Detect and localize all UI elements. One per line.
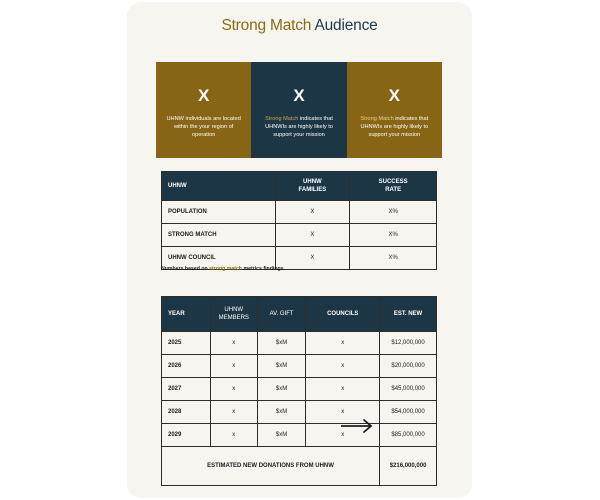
table-row xyxy=(162,378,437,401)
table-header-row xyxy=(162,297,437,332)
column-header: UHNW xyxy=(162,172,276,201)
stat-box-region xyxy=(156,62,251,158)
table-cell: x xyxy=(306,378,380,401)
stat-highlight: Strong Match xyxy=(360,116,394,122)
stat-highlight: Strong Match xyxy=(265,116,299,122)
row-label: 2025 xyxy=(162,332,211,355)
column-header: AV. GIFT xyxy=(257,297,306,332)
table-cell: $xM xyxy=(257,378,306,401)
row-label: 2028 xyxy=(162,401,211,424)
table-row xyxy=(162,355,437,378)
table-cell: x xyxy=(210,332,257,355)
header-text: SUCCESS RATE xyxy=(378,179,408,193)
table-cell: x xyxy=(210,424,257,447)
row-label: 2026 xyxy=(162,355,211,378)
column-header xyxy=(350,172,437,201)
table-cell: $xM xyxy=(257,424,306,447)
stat-text: indicates that UHNWIs are highly likely to support your mission xyxy=(265,116,333,138)
header-text: UHNW MEMBERS xyxy=(218,307,249,321)
column-header xyxy=(275,172,350,201)
title-rest: Audience xyxy=(314,17,378,34)
stat-value: X xyxy=(293,86,305,105)
footnote-text-end: metrics findings. xyxy=(243,266,285,272)
column-header: YEAR xyxy=(162,297,211,332)
column-header: COUNCILS xyxy=(306,297,380,332)
row-label: POPULATION xyxy=(162,201,276,224)
table-cell: x xyxy=(306,424,380,447)
table-cell: $xM xyxy=(257,355,306,378)
table-row xyxy=(162,224,437,247)
table-row xyxy=(162,401,437,424)
table-cell: x xyxy=(306,401,380,424)
stat-box-strong-match-2 xyxy=(347,62,442,158)
table-cell: x xyxy=(210,378,257,401)
stat-box-strong-match xyxy=(251,62,346,158)
table-cell: X% xyxy=(350,247,437,270)
column-header xyxy=(210,297,257,332)
table-row xyxy=(162,332,437,355)
total-value: $216,000,000 xyxy=(380,447,437,486)
column-header: EST. NEW xyxy=(380,297,437,332)
stat-description xyxy=(251,115,346,139)
row-label: UHNW COUNCIL xyxy=(162,247,276,270)
table-row xyxy=(162,201,437,224)
footnote xyxy=(161,266,285,272)
table-cell: $45,000,000 xyxy=(380,378,437,401)
stat-boxes xyxy=(156,62,442,158)
table-cell: x xyxy=(210,401,257,424)
stat-value: X xyxy=(388,86,400,105)
stat-description xyxy=(347,115,442,139)
table-cell: $85,000,000 xyxy=(380,424,437,447)
table-cell: $54,000,000 xyxy=(380,401,437,424)
table-cell: $20,000,000 xyxy=(380,355,437,378)
footnote-highlight: strong match xyxy=(209,266,243,272)
table-header-row xyxy=(162,172,437,201)
total-row xyxy=(162,447,437,486)
table-cell: $xM xyxy=(257,401,306,424)
stat-text: indicates that UHNWIs are highly likely to support your mission xyxy=(360,116,429,138)
table-cell: $xM xyxy=(257,332,306,355)
table-cell: X% xyxy=(350,201,437,224)
arrow-right-icon xyxy=(340,418,374,434)
table-cell: X% xyxy=(350,224,437,247)
table-cell: X xyxy=(275,201,350,224)
table-row xyxy=(162,424,437,447)
table-cell: X xyxy=(275,224,350,247)
page-title xyxy=(127,17,472,35)
table-cell: x xyxy=(306,355,380,378)
table-cell: x xyxy=(306,332,380,355)
row-label: STRONG MATCH xyxy=(162,224,276,247)
stat-text: UHNW individuals are located within the your region of operation xyxy=(166,116,241,138)
donation-projection-table xyxy=(161,296,437,486)
table-cell: x xyxy=(210,355,257,378)
row-label: 2027 xyxy=(162,378,211,401)
stat-description xyxy=(156,115,251,139)
table-cell: X xyxy=(275,247,350,270)
title-highlight: Strong Match xyxy=(221,17,312,34)
row-label: 2029 xyxy=(162,424,211,447)
total-label: ESTIMATED NEW DONATIONS FROM UHNW xyxy=(162,447,380,486)
success-rate-table xyxy=(161,171,437,270)
table-cell: $12,000,000 xyxy=(380,332,437,355)
stat-value: X xyxy=(197,86,210,105)
footnote-text: Numbers based on xyxy=(161,266,208,272)
header-text: UHNW FAMILIES xyxy=(298,179,327,193)
